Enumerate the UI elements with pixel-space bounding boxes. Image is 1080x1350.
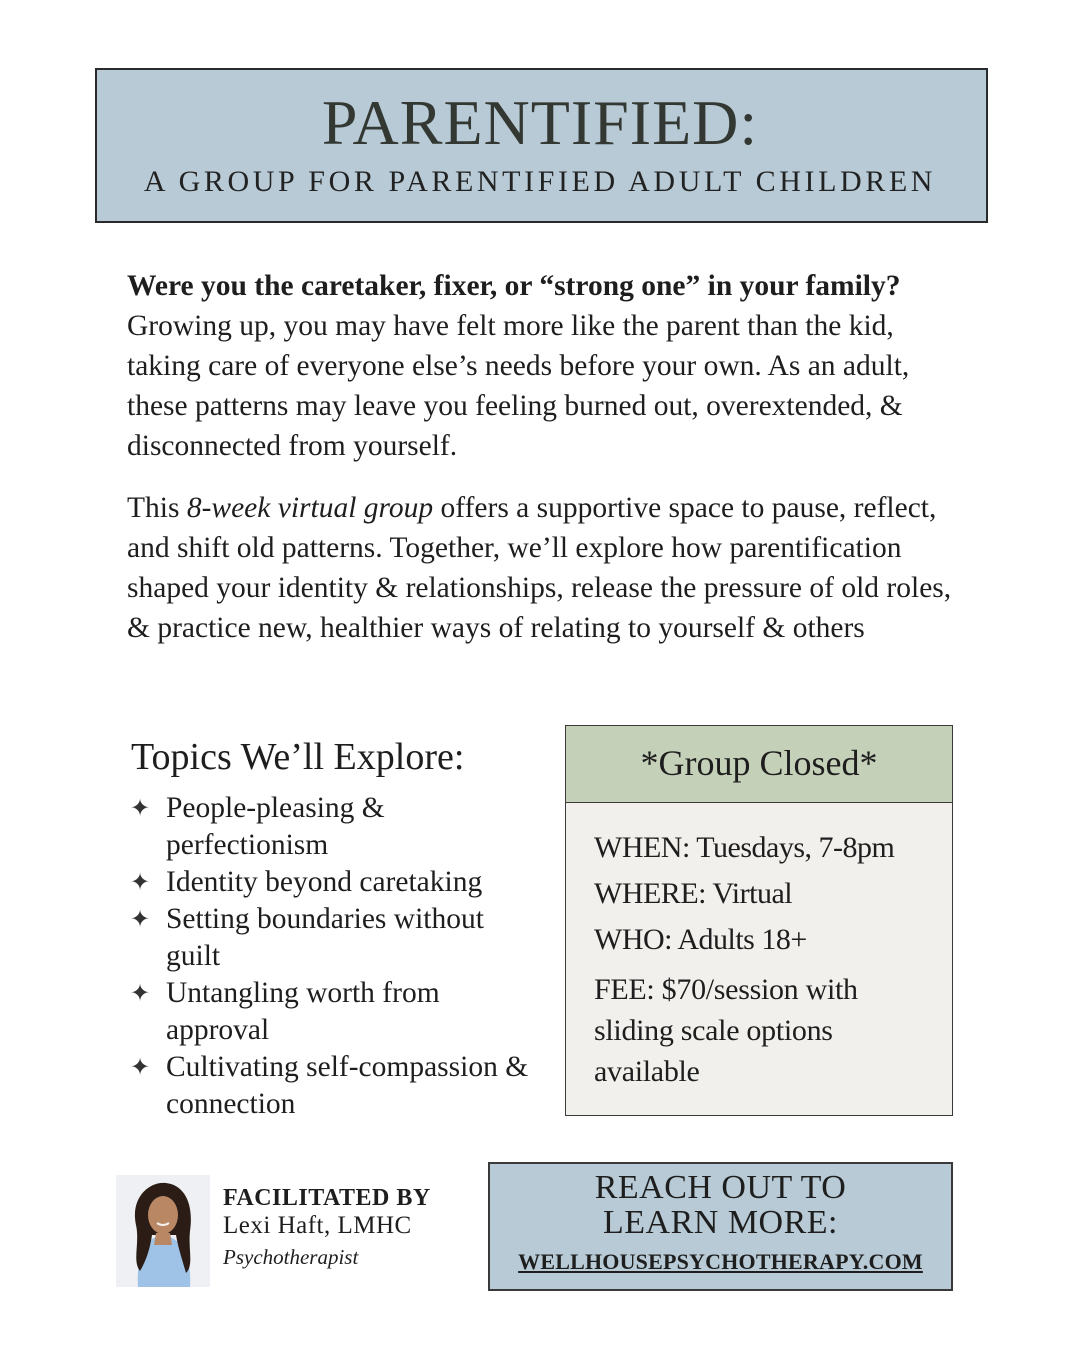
page-title: PARENTIFIED:	[321, 87, 759, 158]
list-item	[130, 901, 540, 975]
contact-line-2: LEARN MORE:	[603, 1204, 838, 1241]
list-item	[130, 864, 540, 901]
intro-paragraph-2-text: offers a supportive space to pause, reflect, and shift old patterns. Together, we’ll explore how parentification shaped your identity & relationships, release the pressure of old roles, & practice new, healthier ways of relating to yourself & others	[127, 492, 952, 644]
contact-callout-text	[488, 1170, 953, 1240]
topic-label: People-pleasing & perfectionism	[166, 792, 385, 861]
contact-line-1: REACH OUT TO	[594, 1169, 847, 1206]
page-subtitle: A GROUP FOR PARENTIFIED ADULT CHILDREN	[143, 165, 937, 198]
when-detail: WHEN: Tuesdays, 7-8pm	[594, 831, 895, 864]
intro-question: Were you the caretaker, fixer, or “strong one” in your family?	[127, 270, 901, 302]
list-item	[130, 790, 540, 864]
four-point-star-icon: ✦	[130, 905, 151, 933]
four-point-star-icon: ✦	[130, 794, 151, 822]
intro-paragraph-2-start: This	[127, 492, 187, 524]
facilitated-by-label: FACILITATED BY	[223, 1185, 431, 1211]
topic-label: Setting boundaries without guilt	[166, 903, 484, 972]
website-link[interactable]: WELLHOUSEPSYCHOTHERAPY.COM	[518, 1249, 923, 1274]
group-status-banner: *Group Closed*	[566, 726, 952, 803]
topic-label: Cultivating self-compassion & connection	[166, 1051, 529, 1120]
group-details	[566, 803, 952, 1092]
fee-detail: FEE: $70/session with sliding scale options available	[594, 973, 858, 1088]
list-item	[130, 975, 540, 1049]
intro-paragraph-2	[127, 488, 967, 648]
where-detail: WHERE: Virtual	[594, 877, 793, 910]
facilitator-name: Lexi Haft, LMHC	[223, 1212, 412, 1239]
four-point-star-icon: ✦	[130, 1053, 151, 1081]
topics-list	[130, 790, 540, 1123]
list-item	[130, 1049, 540, 1123]
four-point-star-icon: ✦	[130, 979, 151, 1007]
topic-label: Untangling worth from approval	[166, 977, 440, 1046]
topics-heading: Topics We’ll Explore:	[131, 736, 465, 778]
four-point-star-icon: ✦	[130, 868, 151, 896]
group-format-emphasis: 8-week virtual group	[186, 492, 434, 524]
intro-paragraph-1	[127, 266, 967, 466]
who-detail: WHO: Adults 18+	[594, 923, 807, 956]
topic-label: Identity beyond caretaking	[166, 866, 483, 898]
group-details-card	[565, 725, 953, 1116]
intro-paragraph-1-text: Growing up, you may have felt more like the parent than the kid, taking care of everyone else’s needs before your own. As an adult, these patterns may leave you feeling burned out, overextended, & disconnected from yourself.	[127, 310, 910, 462]
facilitator-photo	[116, 1175, 210, 1287]
facilitator-role: Psychotherapist	[223, 1245, 359, 1269]
